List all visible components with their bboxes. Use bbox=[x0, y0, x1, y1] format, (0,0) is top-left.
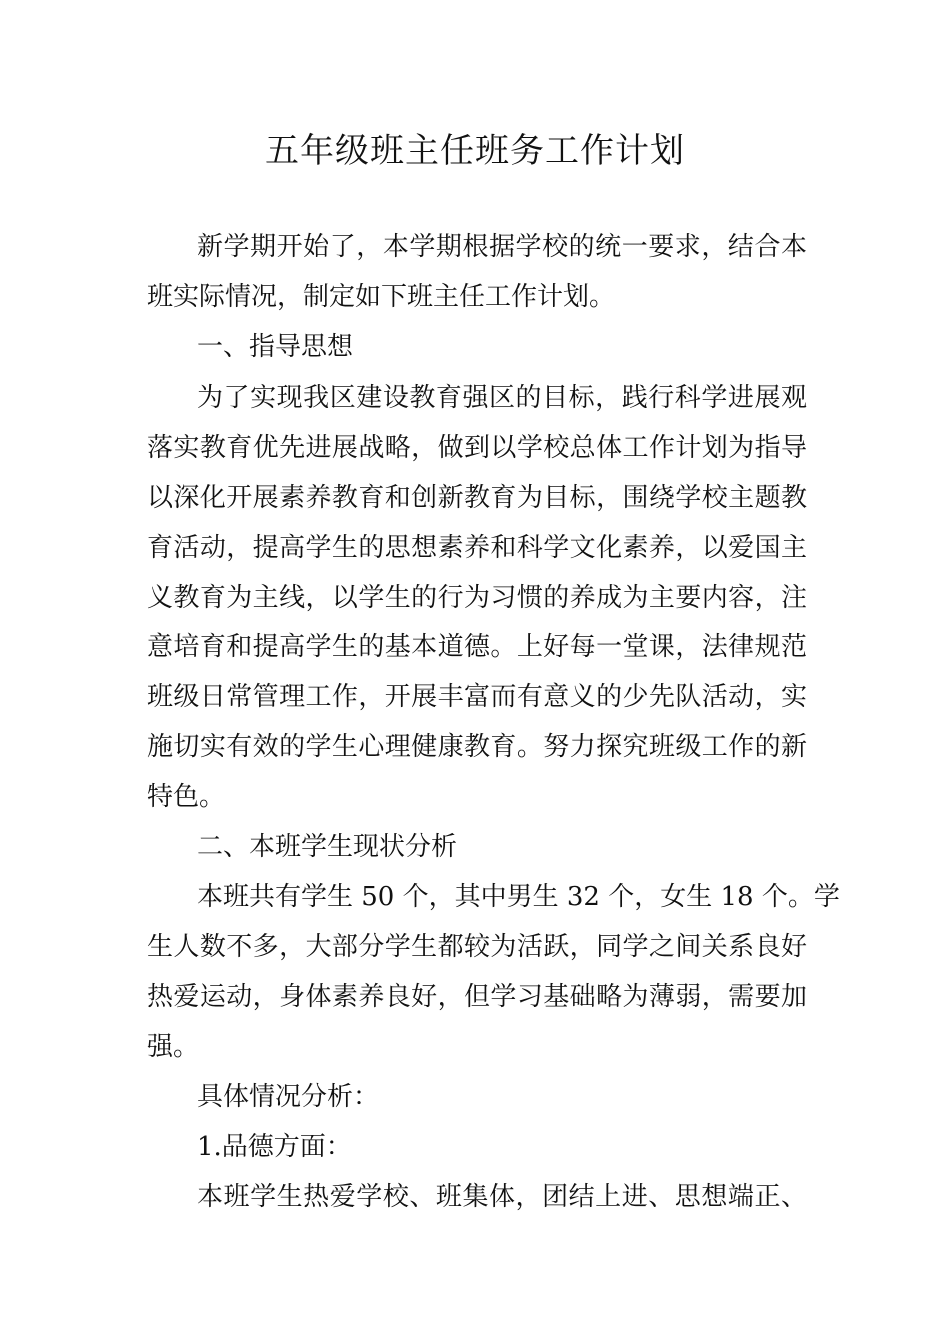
paragraph-line: 生人数不多，大部分学生都较为活跃，同学之间关系良好 bbox=[147, 932, 807, 962]
paragraph-line: 施切实有效的学生心理健康教育。努力探究班级工作的新 bbox=[147, 732, 807, 762]
paragraph-line: 班实际情况，制定如下班主任工作计划。 bbox=[147, 282, 616, 312]
section-heading: 二、本班学生现状分析 bbox=[197, 832, 458, 862]
paragraph-line: 班级日常管理工作，开展丰富而有意义的少先队活动，实 bbox=[147, 682, 807, 712]
paragraph-line: 特色。 bbox=[147, 782, 226, 812]
subsection-label: 具体情况分析： bbox=[197, 1082, 380, 1112]
paragraph-line: 意培育和提高学生的基本道德。上好每一堂课，法律规范 bbox=[147, 632, 807, 662]
document-title: 五年级班主任班务工作计划 bbox=[265, 131, 685, 171]
paragraph-line: 为了实现我区建设教育强区的目标，践行科学进展观 bbox=[197, 383, 807, 413]
section-heading: 一、指导思想 bbox=[197, 332, 354, 362]
paragraph-line: 本班学生热爱学校、班集体，团结上进、思想端正、 bbox=[197, 1182, 807, 1212]
paragraph-line: 以深化开展素养教育和创新教育为目标，围绕学校主题教 bbox=[147, 483, 807, 513]
paragraph-line: 落实教育优先进展战略，做到以学校总体工作计划为指导 bbox=[147, 433, 807, 463]
paragraph-line: 热爱运动，身体素养良好，但学习基础略为薄弱，需要加 bbox=[147, 982, 807, 1012]
paragraph-line: 育活动，提高学生的思想素养和科学文化素养，以爱国主 bbox=[147, 533, 807, 563]
subsection-heading: 1.品德方面： bbox=[197, 1132, 352, 1162]
paragraph-line: 新学期开始了，本学期根据学校的统一要求，结合本 bbox=[197, 232, 807, 262]
paragraph-line: 强。 bbox=[147, 1032, 200, 1062]
paragraph-line: 本班共有学生 50 个，其中男生 32 个，女生 18 个。学 bbox=[197, 882, 840, 912]
paragraph-line: 义教育为主线，以学生的行为习惯的养成为主要内容，注 bbox=[147, 583, 807, 613]
